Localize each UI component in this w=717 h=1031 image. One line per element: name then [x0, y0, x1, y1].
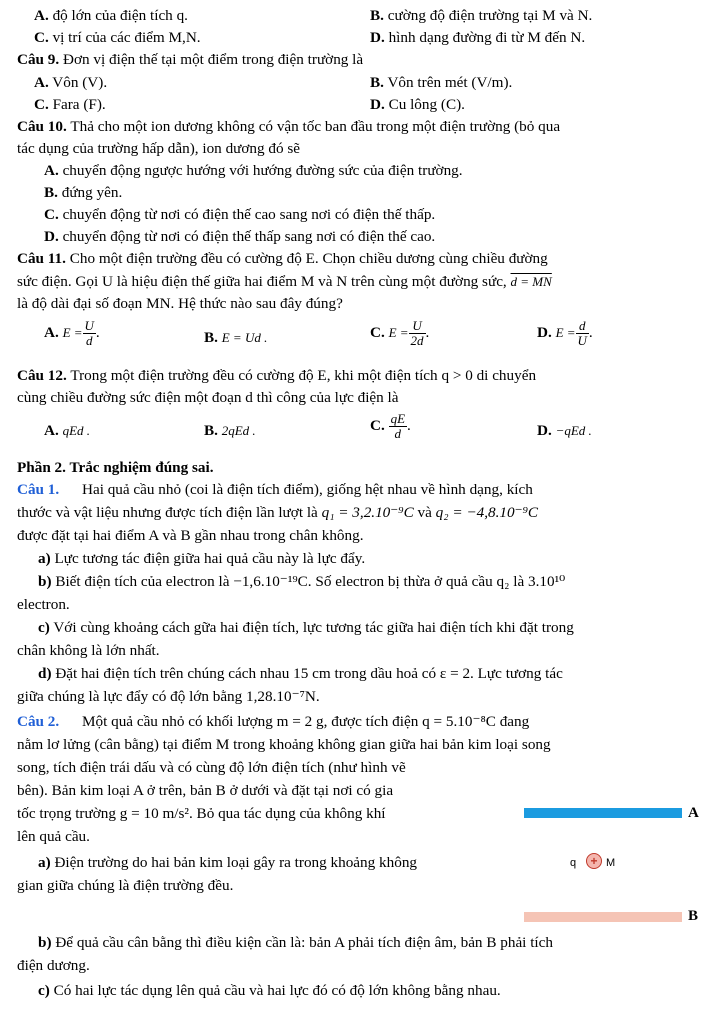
- d-definition: d = MN: [510, 274, 552, 289]
- q11-option-d: D. E = $\frac{d}{U}$ .: [537, 318, 593, 348]
- p2q1-stem: Câu 1. Hai quả cầu nhỏ (coi là điện tích điểm), giống hệt nhau về hình dạng, kích: [17, 481, 533, 498]
- charged-ball: +: [586, 853, 602, 869]
- q10-option-b: B. đứng yên.: [44, 184, 123, 201]
- p2q2-statement-a: a) Điện trường do hai bản kim loại gây ra trong khoảng không: [38, 854, 418, 871]
- q9-option-a: A. Vôn (V).: [34, 74, 108, 91]
- part2-title: Phần 2. Trắc nghiệm đúng sai.: [17, 459, 214, 476]
- q11-option-b: B. E = Ud .: [204, 329, 268, 346]
- q8-option-b: B. cường độ điện trường tại M và N.: [370, 7, 593, 24]
- q12-option-c: C. $\frac{qE}{d}$ .: [370, 411, 411, 441]
- p2q2-statement-a-cont: gian giữa chúng là điện trường đều.: [17, 877, 234, 894]
- p2q2-statement-c: c) Có hai lực tác dụng lên quả cầu và hai lực đó có độ lớn không bằng nhau.: [38, 982, 501, 999]
- p2q2-statement-b-cont: điện dương.: [17, 957, 90, 974]
- q11-stem-cont-2: là độ dài đại số đoạn MN. Hệ thức nào sau đây đúng?: [17, 295, 343, 312]
- p2q2-stem-cont-4: tốc trọng trường g = 10 m/s². Bỏ qua tác dụng của không khí: [17, 805, 386, 822]
- q9-stem: Câu 9. Đơn vị điện thế tại một điểm trong điện trường là: [17, 51, 364, 68]
- q10-option-c: C. chuyển động từ nơi có điện thế cao sang nơi có điện thế thấp.: [44, 206, 436, 223]
- q8-option-c: C. vị trí của các điểm M,N.: [34, 29, 201, 46]
- p2q1-statement-c: c) Với cùng khoảng cách gữa hai điện tích, lực tương tác giữa hai điện tích khi đặt trong: [38, 619, 574, 636]
- q12-option-d: D. −qEd .: [537, 422, 592, 439]
- fraction: $\frac{U}{2d}$: [410, 318, 424, 348]
- q9-option-d: D. Cu lông (C).: [370, 96, 465, 113]
- p2q1-statement-b-cont: electron.: [17, 596, 70, 613]
- p2q1-statement-b: b) Biết điện tích của electron là −1,6.10⁻¹⁹C. Số electron bị thừa ở quả cầu q₂ là 3.10¹⁰: [38, 573, 566, 590]
- plate-a: [524, 808, 682, 818]
- q11-option-c: C. E = $\frac{U}{2d}$ .: [370, 318, 430, 348]
- q12-option-a: A. qEd .: [44, 422, 91, 439]
- q10-option-a: A. chuyển động ngược hướng với hướng đường sức của điện trường.: [44, 162, 463, 179]
- plate-b: [524, 912, 682, 922]
- q9-option-b: B. Vôn trên mét (V/m).: [370, 74, 513, 91]
- point-m-label: M: [606, 857, 616, 869]
- q11-stem: Câu 11. Cho một điện trường đều có cường độ E. Chọn chiều dương cùng chiều đường: [17, 250, 548, 267]
- p2q2-stem-cont-5: lên quả cầu.: [17, 828, 90, 845]
- q10-option-d: D. chuyển động từ nơi có điện thế thấp sang nơi có điện thế cao.: [44, 228, 436, 245]
- q10-stem-cont: tác dụng của trường hấp dẫn), ion dương đó sẽ: [17, 140, 301, 157]
- p2q2-stem: Câu 2. Một quả cầu nhỏ có khối lượng m = 2 g, được tích điện q = 5.10⁻⁸C đang: [17, 713, 530, 730]
- p2q1-statement-d-cont: giữa chúng là lực đẩy có độ lớn bằng 1,28.10⁻⁷N.: [17, 688, 320, 705]
- q12-option-b: B. 2qEd .: [204, 422, 256, 439]
- charge-label: q: [570, 857, 577, 869]
- p2q2-statement-b: b) Để quả cầu cân bằng thì điều kiện cần là: bản A phải tích điện âm, bản B phải tích: [38, 934, 553, 951]
- p2q1-statement-a: a) Lực tương tác điện giữa hai quả cầu này là lực đẩy.: [38, 550, 366, 567]
- p2q1-stem-cont: thước và vật liệu nhưng được tích điện lần lượt là q₁ = 3,2.10⁻⁹C và q₂ = −4,8.10⁻⁹C: [17, 504, 539, 521]
- q8-option-d: D. hình dạng đường đi từ M đến N.: [370, 29, 586, 46]
- p2q2-stem-cont-2: song, tích điện trái dấu và có cùng độ lớn điện tích (như hình vẽ: [17, 759, 406, 776]
- p2q1-statement-d: d) Đặt hai điện tích trên chúng cách nhau 15 cm trong dầu hoả có ε = 2. Lực tương tác: [38, 665, 563, 682]
- fraction: $\frac{U}{d}$: [84, 318, 94, 348]
- q12-stem: Câu 12. Trong một điện trường đều có cường độ E, khi một điện tích q > 0 di chuyển: [17, 367, 537, 384]
- fraction: $\frac{qE}{d}$: [390, 411, 406, 441]
- p2q1-stem-cont-2: được đặt tại hai điểm A và B gần nhau trong chân không.: [17, 527, 364, 544]
- p2q2-stem-cont-3: bên). Bản kim loại A ở trên, bản B ở dưới và đặt tại nơi có gia: [17, 782, 394, 799]
- q11-option-a: A. E = $\frac{U}{d}$ .: [44, 318, 100, 348]
- plate-b-label: B: [688, 908, 699, 924]
- plate-a-label: A: [688, 805, 699, 821]
- p2q2-stem-cont: nằm lơ lửng (cân bằng) tại điểm M trong khoảng không gian giữa hai bản kim loại song: [17, 736, 551, 753]
- q12-stem-cont: cùng chiều đường sức điện một đoạn d thì công của lực điện là: [17, 389, 399, 406]
- q10-stem: Câu 10. Thả cho một ion dương không có vận tốc ban đầu trong một điện trường (bỏ qua: [17, 118, 561, 135]
- p2q1-statement-c-cont: chân không là lớn nhất.: [17, 642, 160, 659]
- q9-option-c: C. Fara (F).: [34, 96, 106, 113]
- fraction: $\frac{d}{U}$: [577, 318, 587, 348]
- q11-stem-cont: sức điện. Gọi U là hiệu điện thế giữa hai điểm M và N trên cùng một đường sức, d = MN: [17, 273, 552, 290]
- q8-option-a: A. độ lớn của điện tích q.: [34, 7, 188, 24]
